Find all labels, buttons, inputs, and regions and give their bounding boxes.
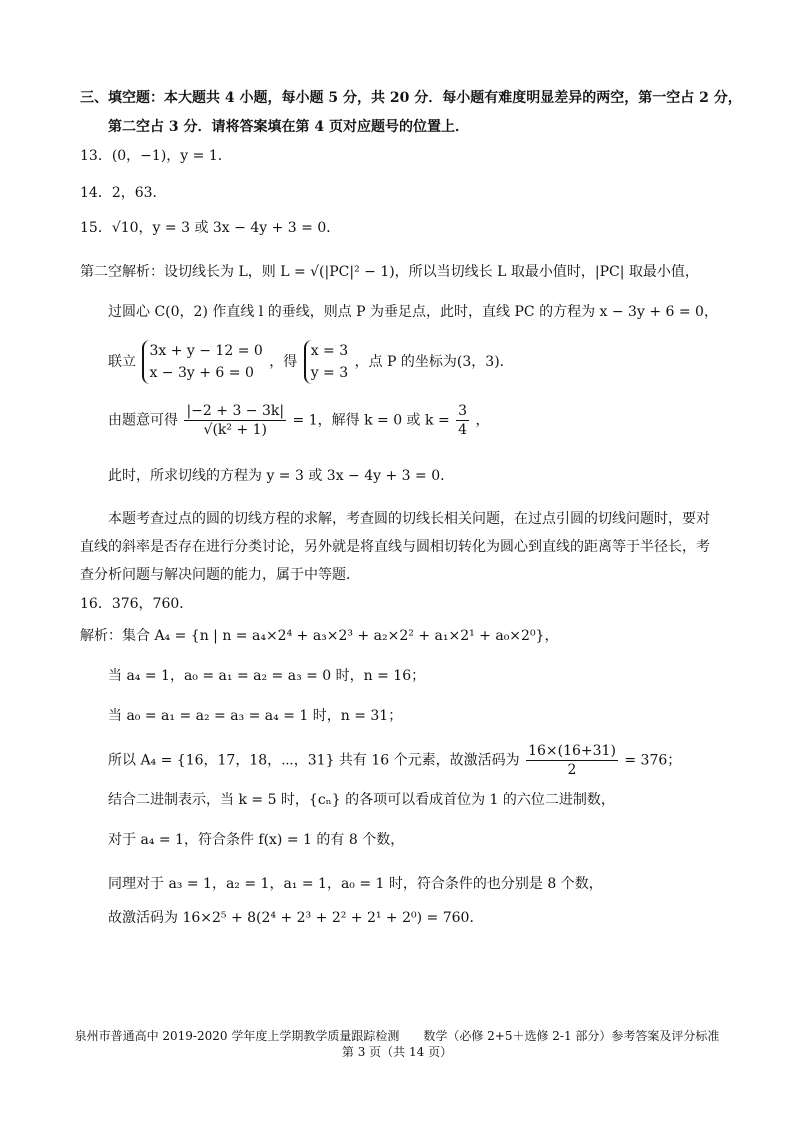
q16-analysis-line7: 同理对于 a₃ = 1，a₂ = 1，a₁ = 1，a₀ = 1 时，符合条件的也分别是 8 个数， xyxy=(108,876,603,892)
q15-system-prefix: 联立 xyxy=(108,354,136,370)
q15-distance-prefix: 由题意可得 xyxy=(108,412,178,429)
answer-13: 13．(0，−1)，y = 1． xyxy=(80,148,232,164)
q15-distance-end: ， xyxy=(475,412,490,429)
q16-analysis-line5: 结合二进制表示，当 k = 5 时，{cₙ} 的各项可以看成首位为 1 的六位二进制数， xyxy=(108,792,615,808)
q16-analysis-line8: 故激活码为 16×2⁵ + 8(2⁴ + 2³ + 2² + 2¹ + 2⁰) = 760． xyxy=(108,910,484,926)
distance-fraction xyxy=(184,402,286,439)
system2-eq-a: x = 3 xyxy=(310,343,349,359)
answer-15: 15．√10，y = 3 或 3x − 4y + 3 = 0． xyxy=(80,220,341,236)
q15-system-line xyxy=(108,340,514,384)
system1-eq-b: x − 3y + 6 = 0 xyxy=(149,365,254,381)
section-heading-line1: 三、填空题：本大题共 4 小题，每小题 5 分，共 20 分．每小题有难度明显差异的两空，第一空占 2 分， xyxy=(80,90,742,106)
distance-denominator: √(k² + 1) xyxy=(203,422,268,438)
q15-distance-post: = 1，解得 k = 0 或 k = xyxy=(292,412,450,429)
q15-distance-line xyxy=(108,402,490,439)
system1-eq-a: 3x + y − 12 = 0 xyxy=(149,343,263,359)
footer-title: 泉州市普通高中 2019-2020 学年度上学期教学质量跟踪检测 数学（必修 2+5＋选修 2-1 部分）参考答案及评分标准 xyxy=(74,1029,720,1043)
answer-14: 14．2，63． xyxy=(80,185,167,201)
q15-comment: 本题考查过点的圆的切线方程的求解，考查圆的切线长相关问题，在过点引圆的切线问题时，要对直线的斜率是否存在进行分类讨论，另外就是将直线与圆相切转化为圆心到直线的距离等于半径长，考查分析问题与解决问题的能力，属于中等题． xyxy=(80,511,710,583)
activation-numerator: 16×(16+31) xyxy=(528,743,616,759)
q16-activation-prefix: 所以 A₄ = {16，17，18，⋯，31} 共有 16 个元素，故激活码为 xyxy=(108,752,520,769)
answer-16: 16．376，760． xyxy=(80,596,194,612)
k-denominator: 4 xyxy=(458,422,468,438)
section-heading-line2: 第二空占 3 分．请将答案填在第 4 页对应题号的位置上． xyxy=(108,119,469,135)
equation-system-2 xyxy=(304,340,348,384)
q15-analysis-line2: 过圆心 C(0，2) 作直线 l 的垂线，则点 P 为垂足点，此时，直线 PC 的方程为 x − 3y + 6 = 0， xyxy=(108,304,718,320)
q15-result-line: 此时，所求切线的方程为 y = 3 或 3x − 4y + 3 = 0． xyxy=(108,468,455,484)
q16-analysis-line2: 当 a₄ = 1，a₀ = a₁ = a₂ = a₃ = 0 时，n = 16； xyxy=(108,668,426,684)
q15-analysis-line1: 第二空解析：设切线长为 L，则 L = √(|PC|² − 1)，所以当切线长 L 取最小值时，|PC| 取最小值， xyxy=(80,264,699,280)
q16-activation-line xyxy=(108,742,681,779)
activation-denominator: 2 xyxy=(567,762,577,778)
equation-system-1 xyxy=(142,340,262,384)
system2-eq-b: y = 3 xyxy=(310,365,349,381)
footer-page-number: 第 3 页（共 14 页） xyxy=(341,1045,453,1059)
activation-fraction xyxy=(526,742,618,779)
k-numerator: 3 xyxy=(458,403,468,419)
distance-numerator: |−2 + 3 − 3k| xyxy=(186,403,285,419)
q16-analysis-line6: 对于 a₄ = 1，符合条件 f(x) = 1 的有 8 个数， xyxy=(108,832,405,848)
q16-analysis-line1: 解析：集合 A₄ = {n | n = a₄×2⁴ + a₃×2³ + a₂×2² + a₁×2¹ + a₀×2⁰}， xyxy=(80,628,559,644)
q15-system-post: ，点 P 的坐标为(3，3)． xyxy=(354,354,514,370)
q16-analysis-line3: 当 a₀ = a₁ = a₂ = a₃ = a₄ = 1 时，n = 31； xyxy=(108,708,403,724)
q16-activation-post: = 376； xyxy=(624,752,682,769)
k-fraction xyxy=(456,402,469,439)
q15-system-mid: ，得 xyxy=(269,354,298,370)
